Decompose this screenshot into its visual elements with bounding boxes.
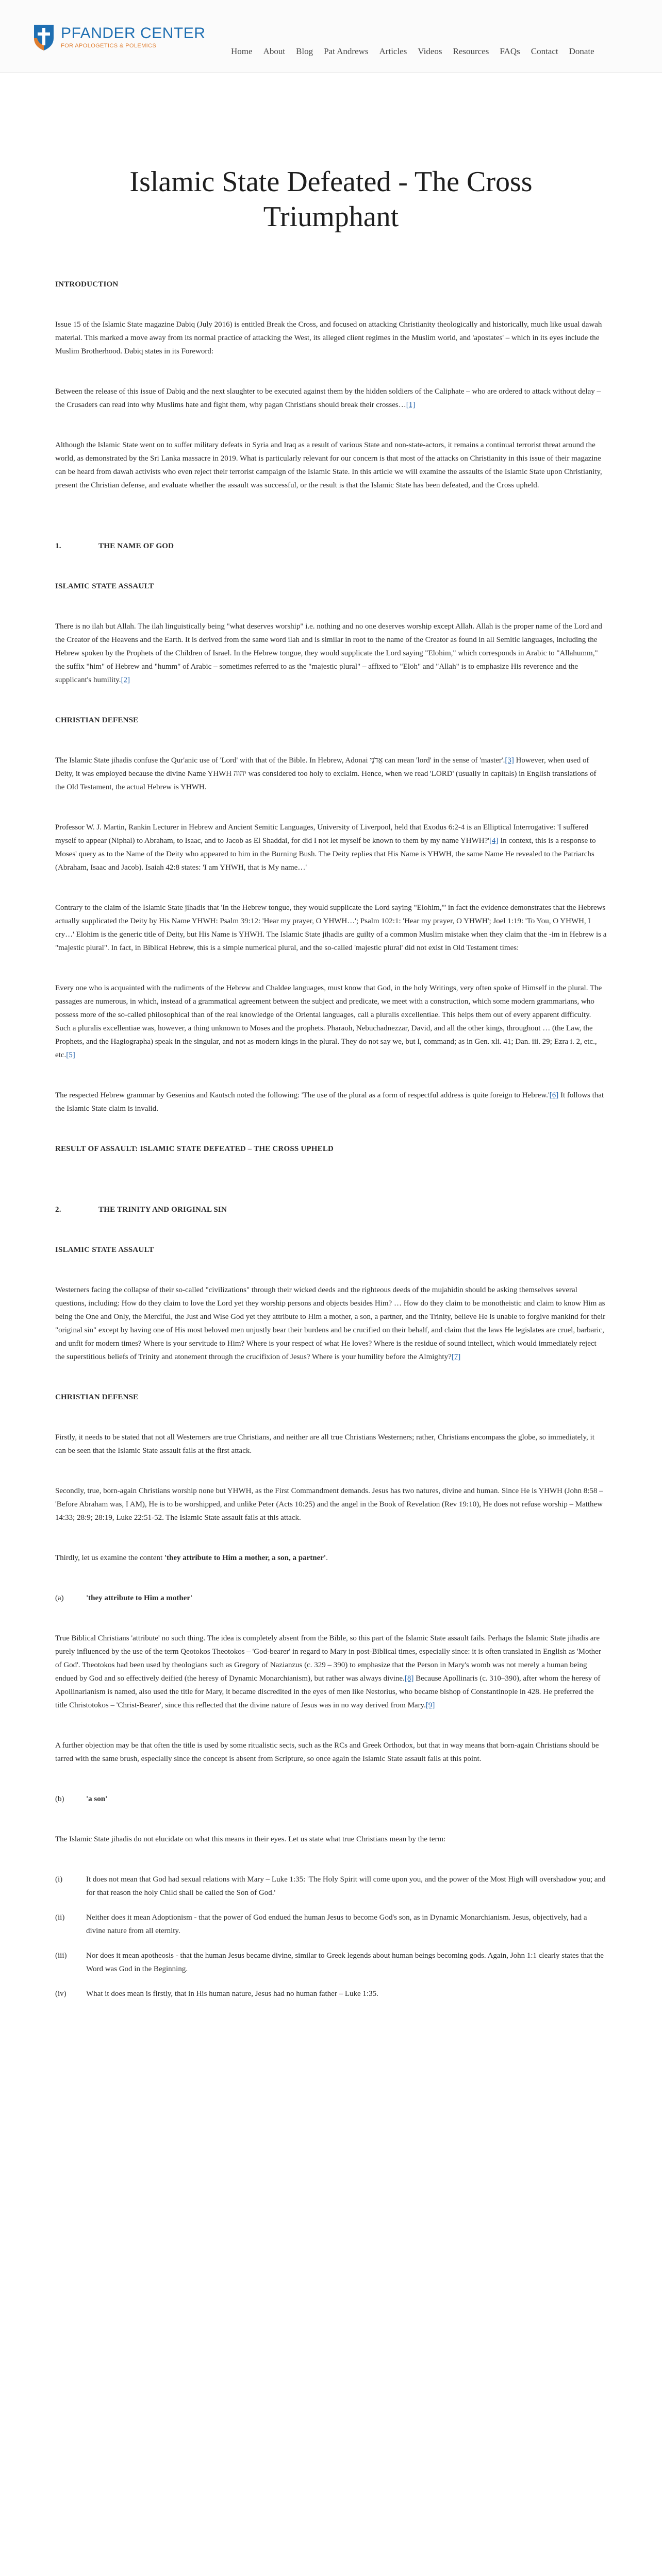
section-number: 2. xyxy=(55,1206,61,1214)
quote-paragraph xyxy=(55,981,607,1062)
paragraph-text: There is no ilah but Allah. The ilah linguistically being "what deserves worship" i.e. nothing and no one deserves worship except Allah. Allah is the proper name of the Lord and the Creator of the Heavens and the Earth. It is derived from the same word ilah and is similar in root to the name of the Creator as found in all Semitic languages, including the Hebrew spoken by the Prophets of the Children of Israel. In the Hebrew tongue, they would supplicate the Lord saying "Elohim," which corresponds in Arabic to "Allahumm," the suffix "him" of Hebrew and "humm" of Arabic – sometimes referred to as the "majestic plural" – affixed to "Eloh" and "Allah" is to emphasize His reverence and the supplicant's humility. xyxy=(55,622,602,684)
section-heading-introduction: INTRODUCTION xyxy=(55,280,119,289)
paragraph xyxy=(55,1089,607,1115)
footnote-link[interactable]: [7] xyxy=(451,1353,461,1361)
footnote-link[interactable]: [4] xyxy=(489,837,499,845)
logo-subtitle: FOR APOLOGETICS & POLEMICS xyxy=(61,42,157,49)
footnote-link[interactable]: [8] xyxy=(404,1674,414,1683)
site-logo[interactable] xyxy=(32,23,205,52)
footnote-link[interactable]: [6] xyxy=(549,1091,559,1099)
nav-pat-andrews[interactable]: Pat Andrews xyxy=(324,46,369,56)
paragraph xyxy=(55,1431,607,1458)
page-title: Islamic State Defeated - The Cross Triumphant xyxy=(129,166,533,233)
paragraph-text: Every one who is acquainted with the rudiments of the Hebrew and Chaldee languages, must know that God, in the holy Writings, very often spoke of Himself in the plural. The passages are numerous, in which, instead of a grammatical agreement between the subject and predicate, we meet with a construction, which some modern grammarians, who possess more of the so-called philosophical than of the real knowledge of the Oriental languages, call a pluralis excellentiae. This helps them out of every apparent difficulty. Such a pluralis excellentiae was, however, a thing unknown to Moses and the prophets. Pharaoh, Nebuchadnezzar, David, and all the other kings, throughout … (the Law, the Prophets, and the Hagiographa) speak in the singular, and not as modern kings in the plural. They do not say we, but I, command; as in Gen. xli. 41; Dan. iii. 29; Ezra i. 2, etc., etc. xyxy=(55,984,602,1059)
paragraph-text: Because Apollinaris (c. 310–390), after whom the heresy of Apollinarianism is named, also used the title for Mary, it became discredited in the eyes of men like Nestorius, who became bishop of Constantinople in 428. He preferred the title Christotokos – 'Christ-Bearer', since this reflected that the divine nature of Jesus was in no way derived from Mary. xyxy=(55,1674,601,1709)
paragraph-text: A further objection may be that often the title is used by some ritualistic sects, such as the RCs and Greek Orthodox, but that in way means that born-again Christians should be tarred with the same brush, especially since the concept is absent from Scripture, so once again the Islamic State assault fails at this point. xyxy=(55,1741,599,1763)
footnote-link[interactable]: [9] xyxy=(425,1701,435,1709)
paragraph xyxy=(55,1283,607,1364)
list-item-number: (iv) xyxy=(55,1990,67,1998)
result-heading: RESULT OF ASSAULT: ISLAMIC STATE DEFEATED – THE CROSS UPHELD xyxy=(55,1145,334,1153)
section-number: 1. xyxy=(55,542,61,550)
footnote-link[interactable]: [5] xyxy=(66,1051,75,1059)
article-body xyxy=(55,278,607,2001)
emphasis-text: 'they attribute to Him a mother, a son, a partner' xyxy=(164,1554,326,1562)
list-item xyxy=(55,1911,607,1938)
section-heading-trinity xyxy=(55,1203,607,1216)
paragraph xyxy=(55,385,607,412)
subsection-label-b xyxy=(55,1792,607,1806)
list-item-text: Neither does it mean Adoptionism - that the power of God endued the human Jesus to become God's son, as in Dynamic Monarchianism. Jesus, objectively, had a divine nature from all eternity. xyxy=(86,1913,587,1935)
paragraph-text: Professor W. J. Martin, Rankin Lecturer in Hebrew and Ancient Semitic Languages, University of Liverpool, held that Exodus 6:2-4 is an Elliptical Interrogative: 'I suffered myself to appear (Niphal) to Abraham, to Isaac, and to Jacob as El Shaddai, for did I not let myself be known to them by my name YHWH?' xyxy=(55,823,589,845)
section-heading-name-of-god xyxy=(55,539,607,553)
subheading-defense: CHRISTIAN DEFENSE xyxy=(55,1393,139,1401)
section-title: THE TRINITY AND ORIGINAL SIN xyxy=(98,1206,227,1214)
paragraph-text: The respected Hebrew grammar by Gesenius and Kautsch noted the following: 'The use of the plural as a form of respectful address is quite foreign to Hebrew.' xyxy=(55,1091,550,1099)
paragraph-text: The Islamic State jihadis confuse the Qur'anic use of 'Lord' with that of the Bible. In Hebrew, Adonai אֲדֹנָי can mean 'lord' in the sense of 'master'. xyxy=(55,756,505,765)
footnote-link[interactable]: [1] xyxy=(406,401,416,409)
paragraph xyxy=(55,754,607,794)
paragraph xyxy=(55,1484,607,1524)
paragraph-text: In context, this is a response to Moses' query as to the Name of the Deity who appeared to him in the Burning Bush. The Deity replies that His Name is YHWH, the same Name He revealed to the Patriarchs (Abraham, Isaac and Jacob). Isaiah 42:8 states: 'I am YHWH, that is My name…' xyxy=(55,837,596,872)
paragraph-text: Secondly, true, born-again Christians worship none but YHWH, as the First Commandment demands. Jesus has two natures, divine and human. Since He is YHWH (John 8:58 – 'Before Abraham was, I AM), He is to be worshipped, and unlike Peter (Acts 10:25) and the angel in the Book of Revelation (Rev 19:10), He does not refuse worship – Matthew 14:33; 28:9; 28:19, Luke 22:51-52. The Islamic State assault fails at this attack. xyxy=(55,1487,603,1522)
nav-contact[interactable]: Contact xyxy=(531,46,558,56)
paragraph-text: However, when used of Deity, it was employed because the divine Name YHWH יהוה was considered too holy to exclaim. Hence, when we read 'LORD' (usually in capitals) in English translations of the Old Testament, the actual Hebrew is YHWH. xyxy=(55,756,597,791)
nav-resources[interactable]: Resources xyxy=(453,46,489,56)
list-item-number: (iii) xyxy=(55,1952,67,1960)
list-item xyxy=(55,1949,607,1976)
paragraph-text: . xyxy=(326,1554,328,1562)
subsection-label-a xyxy=(55,1591,607,1605)
footnote-link[interactable]: [3] xyxy=(505,756,514,765)
list-item-text: What it does mean is firstly, that in His human nature, Jesus had no human father – Luke 1:35. xyxy=(86,1990,378,1998)
nav-home[interactable]: Home xyxy=(231,46,253,56)
paragraph-text: Although the Islamic State went on to suffer military defeats in Syria and Iraq as a result of various State and non-state-actors, it remains a continual terrorist threat around the world, as demonstrated by the Sri Lanka massacre in 2019. What is particularly relevant for our concern is that most of the attacks on Christianity in this issue of their magazine can be heard from dawah activists who even reject their terrorist campaign of the Islamic State. In this article we will examine the assaults of the Islamic State upon Christianity, present the Christian defense, and evaluate whether the assault was successful, or the result is that the Islamic State has been defeated, and the Cross upheld. xyxy=(55,441,602,489)
paragraph xyxy=(55,1739,607,1766)
subsection-title: 'a son' xyxy=(86,1795,108,1803)
subsection-number: (a) xyxy=(55,1594,64,1602)
list-item-text: It does not mean that God had sexual relations with Mary – Luke 1:35: 'The Holy Spirit will come upon you, and the power of the Most High will overshadow you; and for that reason the holy Child shall be called the Son of God.' xyxy=(86,1875,606,1897)
paragraph-text: Between the release of this issue of Dabiq and the next slaughter to be executed against them by the hidden soldiers of the Caliphate – who are ordered to attack without delay – the Crusaders can read into why Muslims hate and fight them, why pagan Christians should break their crosses… xyxy=(55,387,601,409)
nav-videos[interactable]: Videos xyxy=(418,46,442,56)
paragraph xyxy=(55,901,607,955)
nav-articles[interactable]: Articles xyxy=(379,46,407,56)
main-nav xyxy=(231,46,594,57)
subheading-defense: CHRISTIAN DEFENSE xyxy=(55,716,139,724)
paragraph-text: Thirdly, let us examine the content xyxy=(55,1554,164,1562)
paragraph xyxy=(55,1632,607,1712)
subsection-title: 'they attribute to Him a mother' xyxy=(86,1594,193,1602)
list-item-text: Nor does it mean apotheosis - that the human Jesus became divine, similar to Greek legends about human beings becoming gods. Again, John 1:1 clearly states that the Word was God in the Beginning. xyxy=(86,1952,604,1973)
paragraph-text: Issue 15 of the Islamic State magazine Dabiq (July 2016) is entitled Break the Cross, and focused on attacking Christianity theologically and historically, much like usual dawah material. This marked a move away from its normal practice of attacking the West, its alleged client regimes in the Muslim world, and 'apostates' – which in its eyes include the Muslim Brotherhood. Dabiq states in its Foreword: xyxy=(55,320,602,355)
paragraph xyxy=(55,821,607,874)
paragraph xyxy=(55,438,607,492)
paragraph-text: Firstly, it needs to be stated that not all Westerners are true Christians, and neither are all true Christians Westerners; rather, Christians encompass the globe, so immediately, it can be seen that the Islamic State assault fails at the first attack. xyxy=(55,1433,594,1455)
nav-faqs[interactable]: FAQs xyxy=(500,46,520,56)
shield-cross-logo-icon xyxy=(32,23,56,52)
subheading-assault: ISLAMIC STATE ASSAULT xyxy=(55,1246,154,1254)
paragraph-text: It follows that the Islamic State claim is invalid. xyxy=(55,1091,604,1113)
site-header xyxy=(0,0,662,73)
paragraph-text: The Islamic State jihadis do not elucidate on what this means in their eyes. Let us state what true Christians mean by the term: xyxy=(55,1835,446,1843)
list-item xyxy=(55,1873,607,1900)
subsection-number: (b) xyxy=(55,1795,64,1803)
paragraph xyxy=(55,1551,607,1565)
logo-title: PFANDER CENTER xyxy=(61,24,206,42)
paragraph xyxy=(55,620,607,687)
footnote-link[interactable]: [2] xyxy=(121,676,130,684)
nav-about[interactable]: About xyxy=(263,46,286,56)
paragraph-text: True Biblical Christians 'attribute' no such thing. The idea is completely absent from the Bible, so this part of the Islamic State assault fails. Perhaps the Islamic State jihadis are purely influenced by the use of the term Qeotokos Theotokos – 'God-bearer' in regard to Mary in post-Biblical times, especially since: it is often translated in English as 'Mother of God'. Theotokos had been used by theologians such as Gregory of Nazianzus (c. 329 – 390) to emphasize that the Person in Mary's womb was not merely a human being endued by God and so effectively deified (the heresy of Dynamic Monarchianism), but rather was always divine. xyxy=(55,1634,601,1683)
list-item-number: (i) xyxy=(55,1875,63,1884)
paragraph xyxy=(55,318,607,358)
list-item-number: (ii) xyxy=(55,1913,65,1922)
paragraph xyxy=(55,1833,607,1846)
list-item xyxy=(55,1987,607,2001)
nav-donate[interactable]: Donate xyxy=(569,46,594,56)
subheading-assault: ISLAMIC STATE ASSAULT xyxy=(55,582,154,590)
paragraph-text: Contrary to the claim of the Islamic State jihadis that 'In the Hebrew tongue, they would supplicate the Lord saying "Elohim,"' in fact the evidence demonstrates that the Hebrews actually supplicated the Deity by His Name YHWH: Psalm 39:12: 'Hear my prayer, O YHWH…'; Psalm 102:1: 'Hear my prayer, O YHWH'; Joel 1:19: 'To You, O YHWH, I cry…' Elohim is the generic title of Deity, but His Name is YHWH. The Islamic State jihadis are guilty of a common Muslim mistake when they claim that the -im in Hebrew is a "majestic plural". In fact, in Biblical Hebrew, this is a simple numerical plural, and the so-called 'majestic plural' did not exist in Old Testament times: xyxy=(55,904,607,952)
paragraph-text: Westerners facing the collapse of their so-called "civilizations" through their wicked deeds and the righteous deeds of the mujahidin should be asking themselves several questions, including: How do they claim to love the Lord yet they worship persons and objects besides Him? … How do they claim to be monotheistic and claim to know Him as being the One and Only, the Merciful, the Just and Wise God yet they attribute to Him a mother, a son, a partner, and the Trinity, believe He is unable to forgive mankind for their "original sin" except by having one of His most beloved men unjustly bear their burdens and be crucified on their behalf, and claim that the laws He legislates are cruel, barbaric, and unfit for modern times? Where is your servitude to Him? Where is your respect of what He loves? Where is the residue of sound intellect, which would immediately reject the superstitious beliefs of Trinity and atonement through the crucifixion of Jesus? Where is your humility before the Almighty? xyxy=(55,1286,606,1361)
section-title: THE NAME OF GOD xyxy=(98,542,174,550)
nav-blog[interactable]: Blog xyxy=(296,46,313,56)
